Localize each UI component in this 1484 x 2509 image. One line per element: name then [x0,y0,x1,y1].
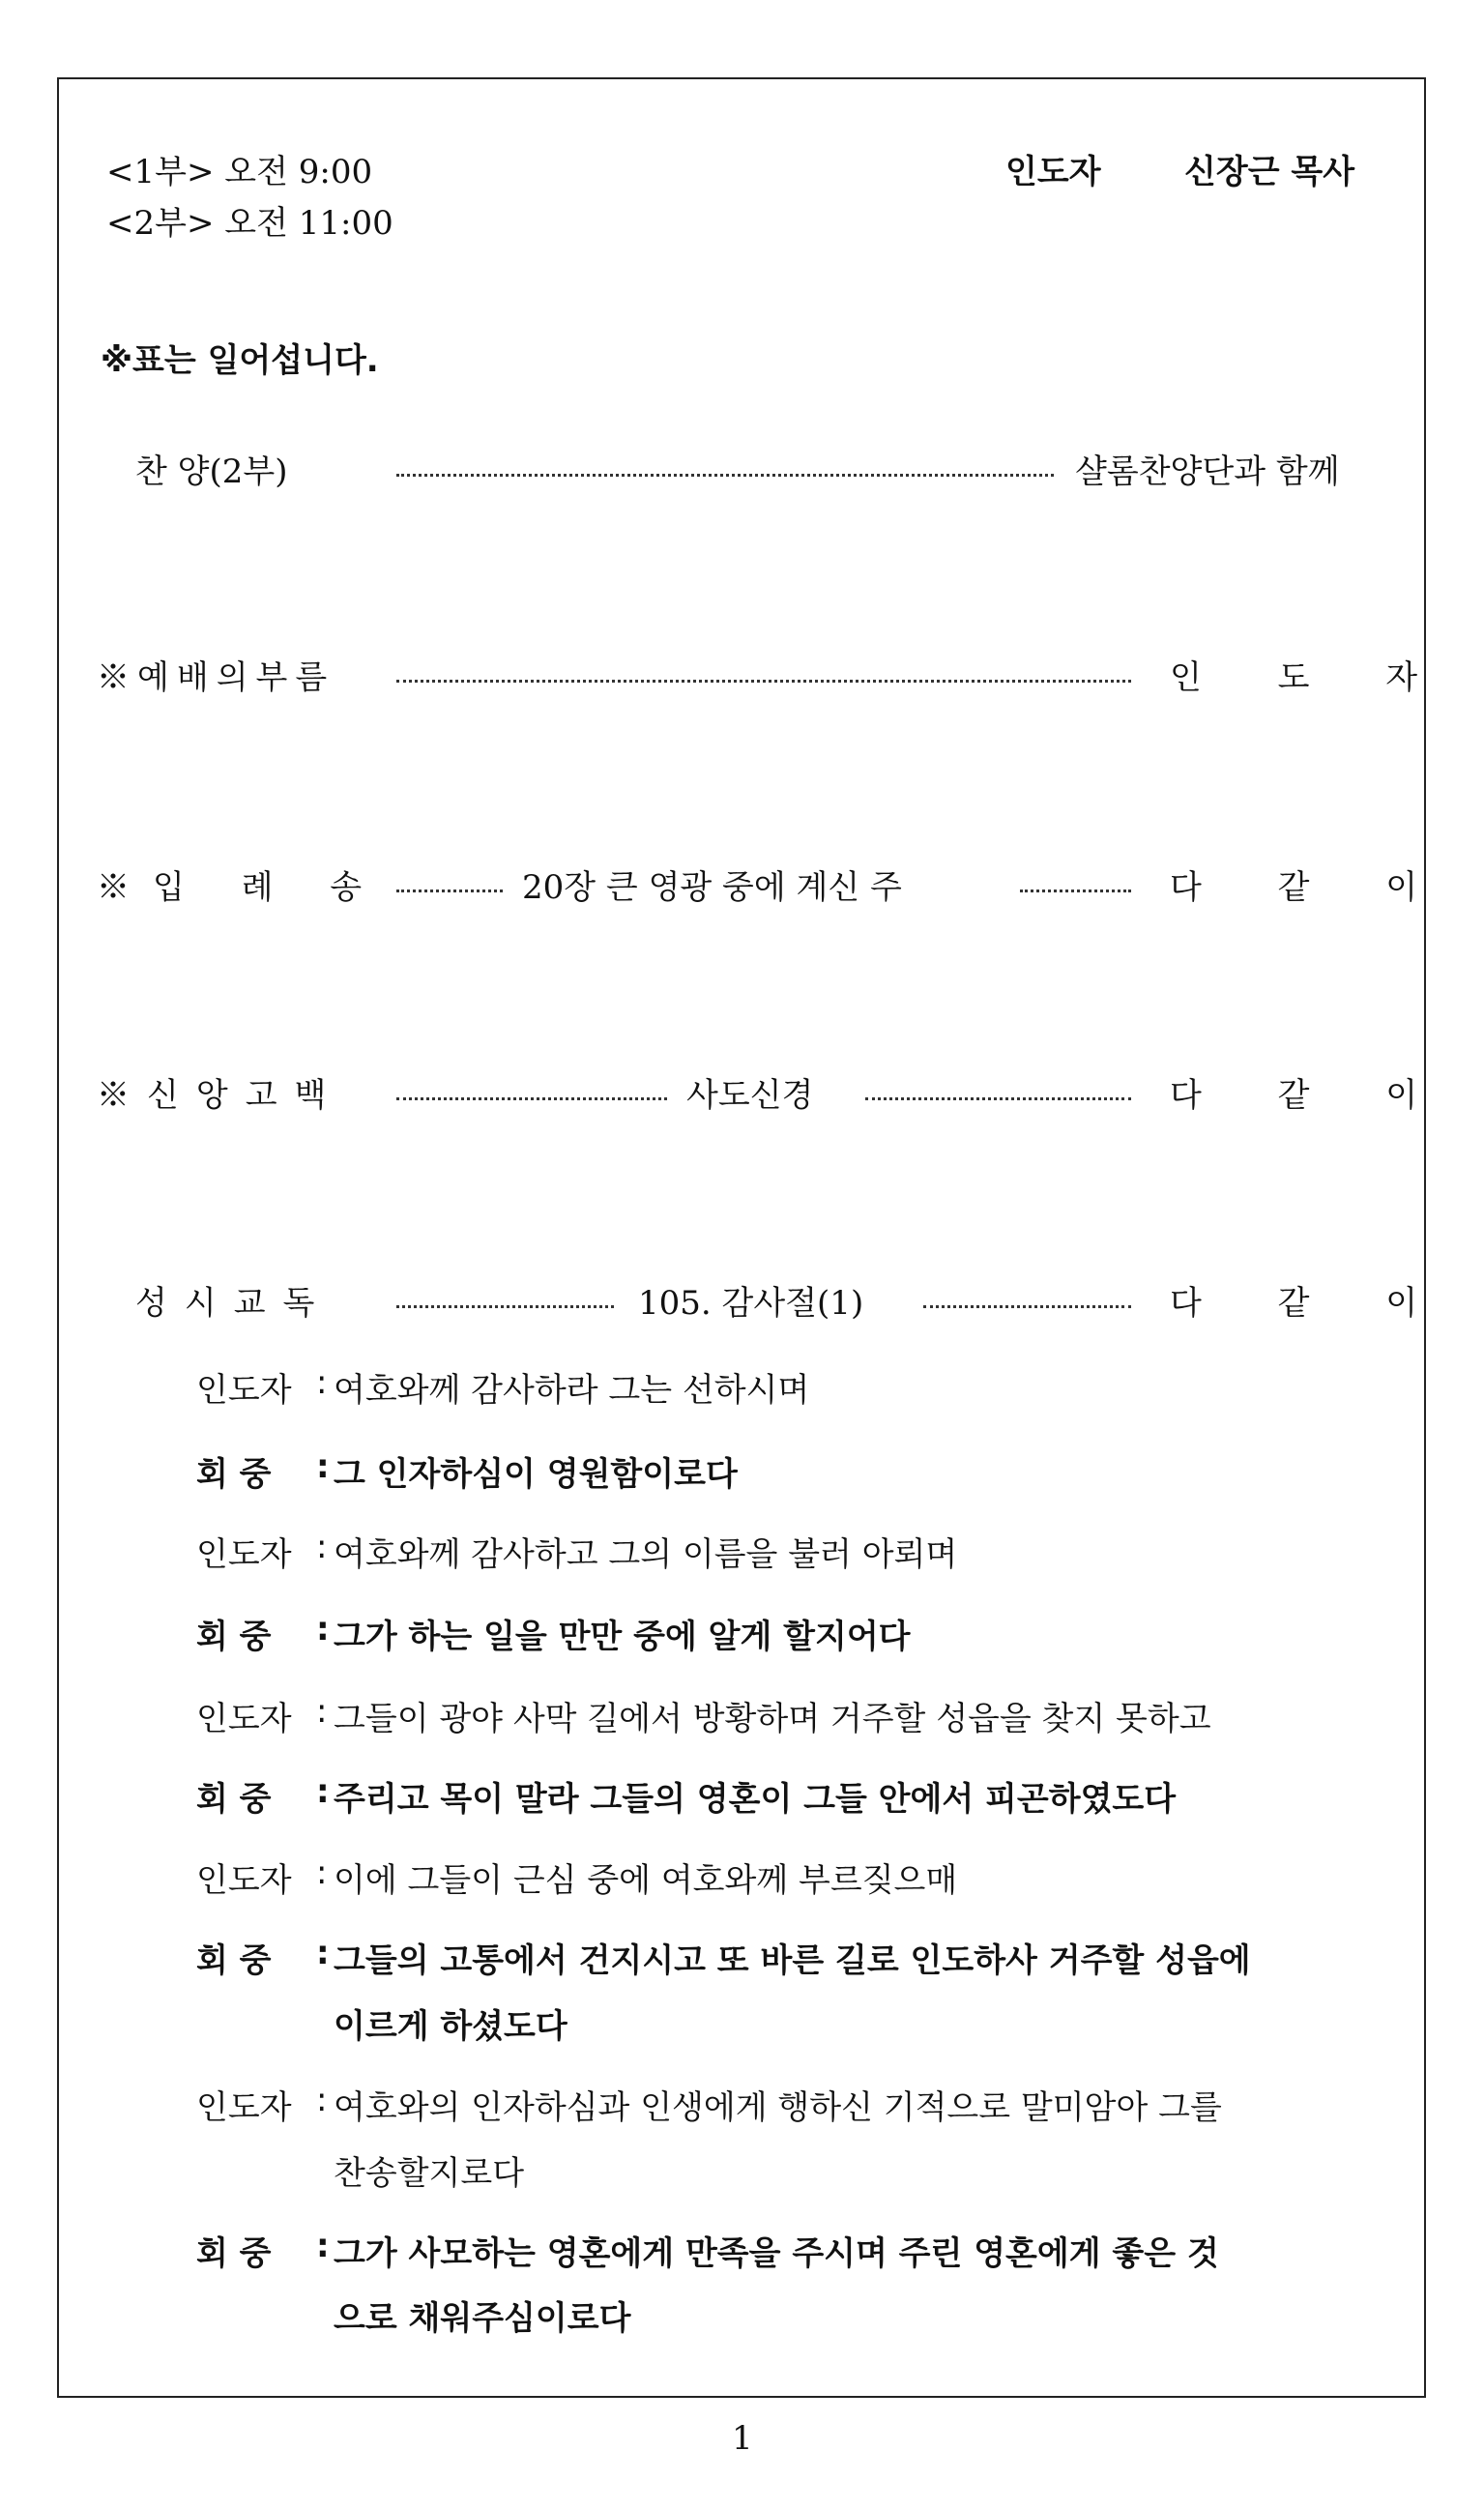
order-right: 인 도 자 [1170,658,1451,697]
reading-text-continued: 으로 채워주심이로다 [334,2299,631,2338]
dot-leader [396,1097,667,1100]
reading-text: 그가 사모하는 영혼에게 만족을 주시며 주린 영혼에게 좋은 것 [334,2234,1219,2273]
reading-text: 여호와께 감사하라 그는 선하시며 [334,1371,810,1410]
reading-text: 이에 그들이 근심 중에 여호와께 부르짖으매 [334,1861,958,1900]
reading-text-continued: 이르게 하셨도다 [334,2007,567,2046]
colon: : [316,1447,330,1486]
order-middle: 105. 감사절(1) [638,1284,864,1323]
colon: : [316,2081,328,2119]
reading-text-continued: 찬송할지로다 [334,2154,525,2193]
dot-leader [396,1305,614,1308]
speaker-leader: 인도자 [196,2088,292,2127]
speaker-leader: 인도자 [196,1700,292,1738]
colon: : [316,2227,330,2265]
order-label: ※예배의부름 [97,658,335,697]
colon: : [316,1363,328,1402]
order-right: 다 같 이 [1170,1284,1451,1323]
speaker-leader: 인도자 [196,1861,292,1900]
colon: : [316,1934,330,1972]
speaker-leader: 인도자 [196,1535,292,1574]
speaker-congregation: 회 중 [196,1780,272,1819]
reading-text: 주리고 목이 말라 그들의 영혼이 그들 안에서 피곤하였도다 [334,1780,1177,1819]
leader-label: 인도자 [1005,153,1101,191]
dot-leader [865,1097,1131,1100]
standing-note: ※표는 일어섭니다. [101,341,379,380]
colon: : [316,1610,330,1648]
colon: : [316,1853,328,1892]
order-right: 샬롬찬양단과 함께 [1075,452,1340,491]
dot-leader [396,680,1131,683]
session-1-time: <1부> 오전 9:00 [106,153,373,191]
colon: : [316,1692,328,1731]
reading-text: 그 인자하심이 영원함이로다 [334,1455,738,1494]
speaker-congregation: 회 중 [196,1941,272,1980]
order-label: ※입 례 송 [97,868,386,907]
reading-text: 여호와께 감사하고 그의 이름을 불러 아뢰며 [334,1535,958,1574]
speaker-leader: 인도자 [196,1371,292,1410]
dot-leader [396,890,503,892]
order-label: 성시교독 [135,1284,333,1323]
speaker-congregation: 회 중 [196,2234,272,2273]
order-middle: 20장 큰 영광 중에 계신 주 [522,868,902,907]
page-frame [57,77,1426,2398]
page-number: 1 [732,2419,753,2458]
dot-leader [396,474,1054,477]
leader-name: 신장근 목사 [1184,153,1355,191]
order-right: 다 같 이 [1170,868,1451,907]
speaker-congregation: 회 중 [196,1455,272,1494]
session-2-time: <2부> 오전 11:00 [106,204,393,243]
reading-text: 여호와의 인자하심과 인생에게 행하신 기적으로 말미암아 그를 [334,2088,1222,2127]
colon: : [316,1528,328,1566]
order-label: 찬 양(2부) [135,452,288,491]
order-middle: 사도신경 [686,1076,814,1115]
order-right: 다 같 이 [1170,1076,1451,1115]
speaker-congregation: 회 중 [196,1618,272,1656]
reading-text: 그가 하는 일을 만만 중에 알게 할지어다 [334,1618,911,1656]
dot-leader [923,1305,1131,1308]
reading-text: 그들의 고통에서 건지시고 또 바른 길로 인도하사 거주할 성읍에 [334,1941,1251,1980]
dot-leader [1020,890,1131,892]
reading-text: 그들이 광야 사막 길에서 방황하며 거주할 성읍을 찾지 못하고 [334,1700,1211,1738]
colon: : [316,1772,330,1811]
order-label: ※신앙고백 [97,1076,344,1115]
